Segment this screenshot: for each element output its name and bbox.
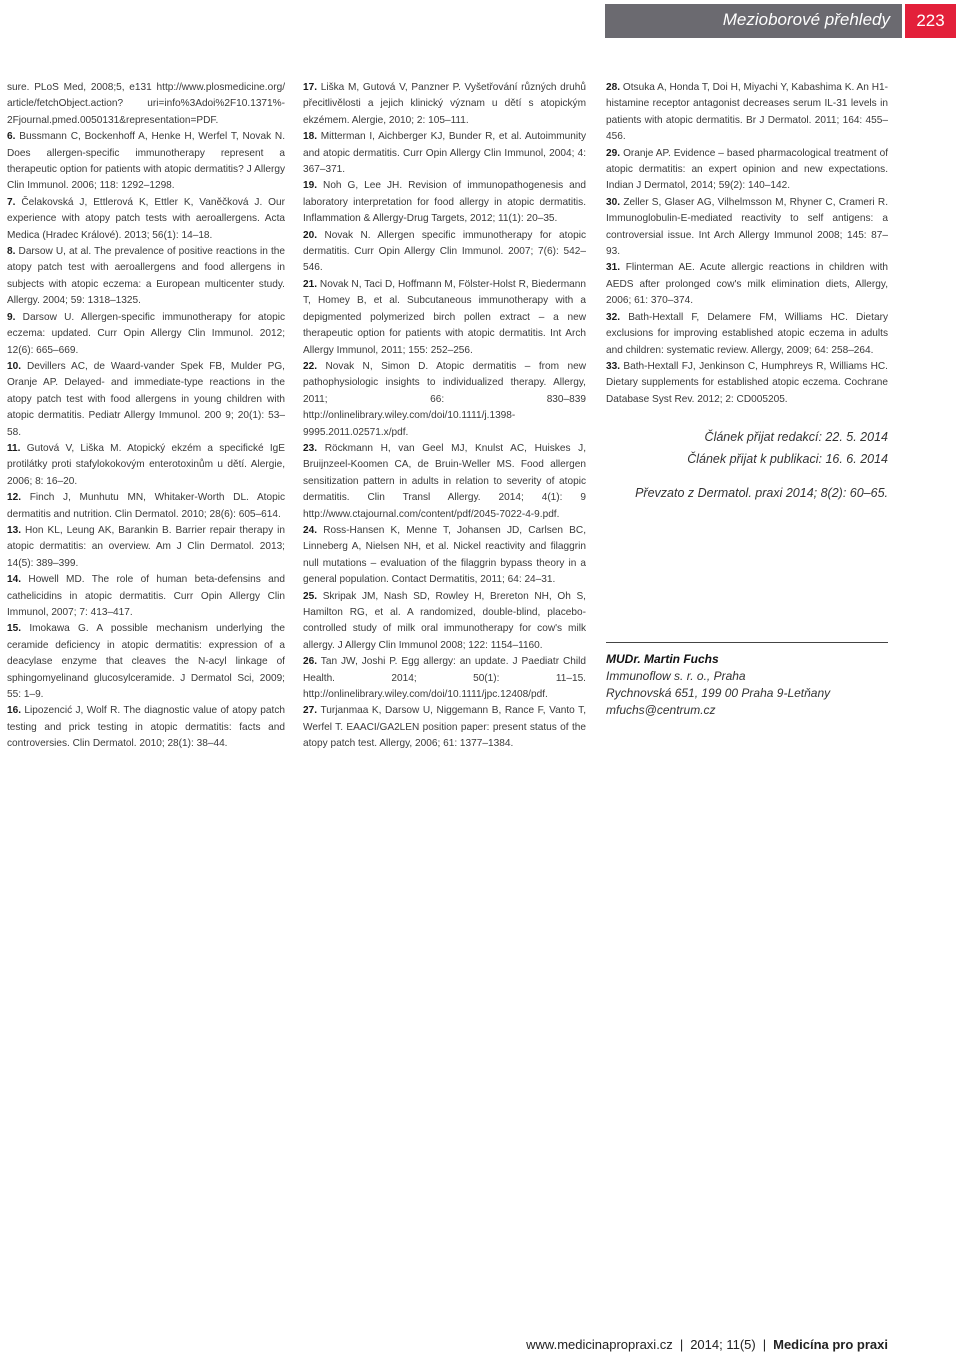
reference-text: Novak N, Taci D, Hoffmann M, Fölster-Holst R, Biedermann T, Homey B, et al. Subcutaneous immunotherapy with a depigmented polymerized birch pollen extract – a new therapeutic option for patients with atopic dermatitis. Int Arch Allergy Immunol, 2011; 155: 252–256. [303, 278, 586, 356]
reference-item [7, 195, 285, 244]
reference-text: Devillers AC, de Waard-vander Spek FB, Mulder PG, Oranje AP. Delayed- and immediate-type reactions in the atopy patch test with food allergens in young children with atopic dermatitis. Pediatr Allergy Immunol. 200 9; 20(1): 53–58. [7, 360, 285, 438]
reference-item [7, 129, 285, 195]
reference-number: 20. [303, 229, 318, 241]
reference-text: Mitterman I, Aichberger KJ, Bunder R, et al. Autoimmunity and atopic dermatitis. Curr Opin Allergy Clin Immunol, 2004; 4: 367–371. [303, 131, 586, 176]
reference-number: 29. [606, 147, 621, 159]
reference-number: 24. [303, 524, 318, 536]
reference-text: Howell MD. The role of human beta-defensins and cathelicidins in atopic dermatitis. Curr Opin Allergy Clin Immunol, 2007; 7: 413–417. [7, 574, 285, 618]
reference-number: 6. [7, 131, 16, 143]
reference-number: 26. [303, 656, 318, 668]
reference-item [303, 228, 586, 277]
reference-text: Noh G, Lee JH. Revision of immunopathogenesis and laboratory interpretation for food allergy in atopic dermatitis. Inflammation & Allergy-Drug Targets, 2012; 11(1): 20–35. [303, 180, 586, 225]
page-footer: www.medicinapropraxi.cz | 2014; 11(5) | Medicína pro praxi [526, 1337, 888, 1352]
reference-text: Bussmann C, Bockenhoff A, Henke H, Werfel T, Novak N. Does allergen-specific immunotherapy represent a therapeutic option for patients with atopic dermatitis? J Allergy Clin Immunol. 2006; 118: 1292–1298. [7, 131, 285, 192]
reference-text: Novak N. Allergen specific immunotherapy for atopic dermatitis. Curr Opin Allergy Clin Immunol. 2007; 7(6): 542–546. [303, 229, 586, 274]
reference-number: 22. [303, 360, 318, 372]
reference-item [303, 523, 586, 589]
reference-number: 11. [7, 442, 21, 454]
reference-item [7, 80, 285, 129]
reference-text: Zeller S, Glaser AG, Vilhelmsson M, Rhyner C, Crameri R. Immunoglobulin-E-mediated reactivity to self antigens: a controversial issue. Int Arch Allergy Immunol 2008; 145: 87–93. [606, 196, 889, 258]
reference-text: Lipozencić J, Wolf R. The diagnostic value of atopy patch testing and prick testing in atopic dermatitis: facts and controversies. Clin Dermatol. 2010; 28(1): 38–44. [7, 705, 285, 750]
reference-item [303, 703, 586, 752]
references-list-3 [606, 80, 888, 408]
reference-item [606, 195, 888, 261]
reference-number: 12. [7, 492, 22, 504]
footer-website[interactable]: www.medicinapropraxi.cz [526, 1337, 673, 1352]
references-column-3 [606, 80, 888, 504]
reference-text: Gutová V, Liška M. Atopický ekzém a specifické IgE protilátky proti stafylokokovým enterotoxinům u dětí. Alergie, 2006; 8: 16–20. [7, 442, 285, 487]
reference-text: Röckmann H, van Geel MJ, Knulst AC, Huiskes J, Bruijnzeel-Koomen CA, de Bruin-Weller MS. Food allergen sensitization pattern in adults in relation to severity of atopic dermatitis. Clin Transl Allergy. 2014; 4(1): 9 http://www.ctajournal.com/content/pdf/2045-7022-4-9.pdf. [303, 442, 587, 520]
reference-item [7, 490, 285, 523]
reference-text: sure. PLoS Med, 2008;5, e131 http://www.plosmedicine.org/ article/fetchObject.action? uri=info%3Adoi%2F10.1371%- 2Fjournal.pmed.0050131&representation=PDF. [7, 82, 285, 126]
reference-text: Čelakovská J, Ettlerová K, Ettler K, Vaněčková J. Our experience with atopy patch tests with aeroallergens. Acta Medica (Hradec Králové). 2013; 56(1): 14–18. [7, 196, 285, 241]
reference-item [303, 654, 586, 703]
reference-text: Finch J, Munhutu MN, Whitaker-Worth DL. Atopic dermatitis and nutrition. Clin Dermatol. 2010; 28(6): 605–614. [7, 492, 285, 520]
reference-number: 19. [303, 180, 318, 192]
reference-text: Darsow U, at al. The prevalence of positive reactions in the atopy patch test with aeroallergens and food allergens in subjects with atopic eczema: a European multicenter study. Allergy. 2004; 59: 1318–1325. [7, 246, 285, 307]
reference-number: 14. [7, 574, 22, 586]
reference-number: 8. [7, 246, 16, 258]
reference-item [7, 523, 285, 572]
reference-number: 18. [303, 131, 318, 143]
reference-text: Oranje AP. Evidence – based pharmacological treatment of atopic dermatitis: an expert opinion and new expectations. Indian J Dermatol, 2014; 59(2): 140–142. [606, 147, 889, 192]
reference-number: 13. [7, 524, 22, 536]
reference-text: Bath-Hextall FJ, Jenkinson C, Humphreys R, Williams HC. Dietary supplements for established atopic eczema. Cochrane Database Syst Rev. 2012; 2: CD005205. [606, 360, 888, 405]
reference-text: Skripak JM, Nash SD, Rowley H, Brereton NH, Oh S, Hamilton RG, et al. A randomized, double-blind, placebo-controlled study of milk oral immunotherapy for cow's milk allergy. J Allergy Clin Immunol 2008; 122: 1154–1160. [303, 590, 586, 651]
reference-text: Novak N, Simon D. Atopic dermatitis – from new pathophysiologic insights to individualized therapy. Allergy, 2011; 66: 830–839 http://onlinelibrary.wiley.com/doi/10.1111/j.1398-9995.2011.02571.x/pdf. [303, 360, 586, 438]
reference-number: 30. [606, 196, 621, 208]
reference-number: 17. [303, 82, 318, 93]
reference-text: Otsuka A, Honda T, Doi H, Miyachi Y, Kabashima K. An H1-histamine receptor antagonist decreases serum IL-31 levels in patients with atopic dermatitis. Br J Dermatol. 2011; 164: 455–456. [606, 82, 889, 143]
article-info [606, 426, 888, 504]
author-affiliation: Immunoflow s. r. o., Praha [606, 669, 746, 683]
reference-item [7, 244, 285, 310]
reprint-source: Převzato z Dermatol. praxi 2014; 8(2): 60–65. [635, 486, 888, 501]
reference-number: 21. [303, 278, 318, 290]
reference-item [7, 621, 285, 703]
accepted-date: Článek přijat k publikaci: 16. 6. 2014 [687, 452, 888, 467]
reference-number: 9. [7, 311, 16, 323]
received-date: Článek přijat redakcí: 22. 5. 2014 [704, 430, 888, 445]
reference-item [303, 589, 586, 655]
reference-number: 31. [606, 262, 621, 274]
reference-number: 16. [7, 705, 22, 717]
reference-number: 10. [7, 360, 22, 372]
reference-item [303, 441, 586, 523]
reference-number: 27. [303, 705, 318, 717]
reference-item [7, 572, 285, 621]
reference-text: Ross-Hansen K, Menne T, Johansen JD, Carlsen BC, Linneberg A, Nielsen NH, et al. Nickel reactivity and filaggrin null mutations – evaluation of the filaggrin bypass theory in a general population. Contact Dermatitis, 2011; 64: 24–31. [303, 524, 586, 586]
section-title: Mezioborové přehledy [722, 10, 890, 29]
reference-number: 33. [606, 360, 621, 372]
reference-item [7, 703, 285, 752]
author-address: Rychnovská 651, 199 00 Praha 9-Letňany [606, 686, 831, 700]
reference-text: Tan JW, Joshi P. Egg allergy: an update. J Paediatr Child Health. 2014; 50(1): 11–15. http://onlinelibrary.wiley.com/doi/10.1111/jpc.12408/pdf. [303, 656, 587, 701]
reference-number: 7. [7, 196, 16, 208]
reference-text: Hon KL, Leung AK, Barankin B. Barrier repair therapy in atopic dermatitis: an overview. Am J Clin Dermatol. 2013; 14(5): 389–399. [7, 524, 285, 569]
reference-text: Turjanmaa K, Darsow U, Niggemann B, Rance F, Vanto T, Werfel T. EAACI/GA2LEN position paper: present status of the atopy patch test. Allergy, 2006; 61: 1377–1384. [303, 705, 586, 750]
reference-item [7, 310, 285, 359]
references-column-2 [303, 80, 586, 753]
reference-number: 23. [303, 442, 318, 454]
section-header-bar [605, 4, 902, 38]
reference-item [606, 146, 888, 195]
reference-item [303, 359, 586, 441]
reference-item [303, 129, 586, 178]
page-number: 223 [905, 4, 956, 38]
reference-item [303, 80, 586, 129]
reference-item [303, 277, 586, 359]
reference-text: Flinterman AE. Acute allergic reactions in children with AEDS after prolonged cow's milk elimination diets, Allergy, 2006; 61: 370–374. [606, 262, 888, 307]
reference-item [606, 359, 888, 408]
reference-number: 25. [303, 590, 318, 602]
footer-journal: Medicína pro praxi [773, 1337, 888, 1352]
references-column-1 [7, 80, 285, 753]
author-email[interactable]: mfuchs@centrum.cz [606, 703, 716, 717]
reference-text: Liška M, Gutová V, Panzner P. Vyšetřování různých druhů přecitlivělosti a jejich klinický význam u dětí s atopickým ekzémem. Alergie, 2010; 2: 105–111. [303, 82, 586, 126]
reference-item [7, 359, 285, 441]
reference-text: Darsow U. Allergen-specific immunotherapy for atopic eczema: updated. Curr Opin Allergy Clin Immunol. 2012; 12(6): 665–669. [7, 311, 285, 356]
author-contact [606, 642, 888, 719]
reference-item [606, 260, 888, 309]
reference-number: 32. [606, 311, 621, 323]
reference-item [606, 80, 888, 146]
reference-item [7, 441, 285, 490]
reference-item [303, 178, 586, 227]
reference-number: 15. [7, 623, 22, 635]
footer-issue: 2014; 11(5) [690, 1337, 756, 1352]
reference-text: Bath-Hextall F, Delamere FM, Williams HC. Dietary exclusions for improving established atopic eczema in adults and children: systematic review. Allergy, 2009; 64: 258–264. [606, 311, 888, 356]
reference-number: 28. [606, 82, 621, 93]
reference-item [606, 310, 888, 359]
author-name: MUDr. Martin Fuchs [606, 652, 719, 666]
reference-text: Imokawa G. A possible mechanism underlying the ceramide deficiency in atopic dermatitis: expression of a deacylase enzyme that cleaves the N-acyl linkage of sphingomyelinand glucosylceramide. J Dermatol Sci, 2009; 55: 1–9. [7, 623, 285, 701]
